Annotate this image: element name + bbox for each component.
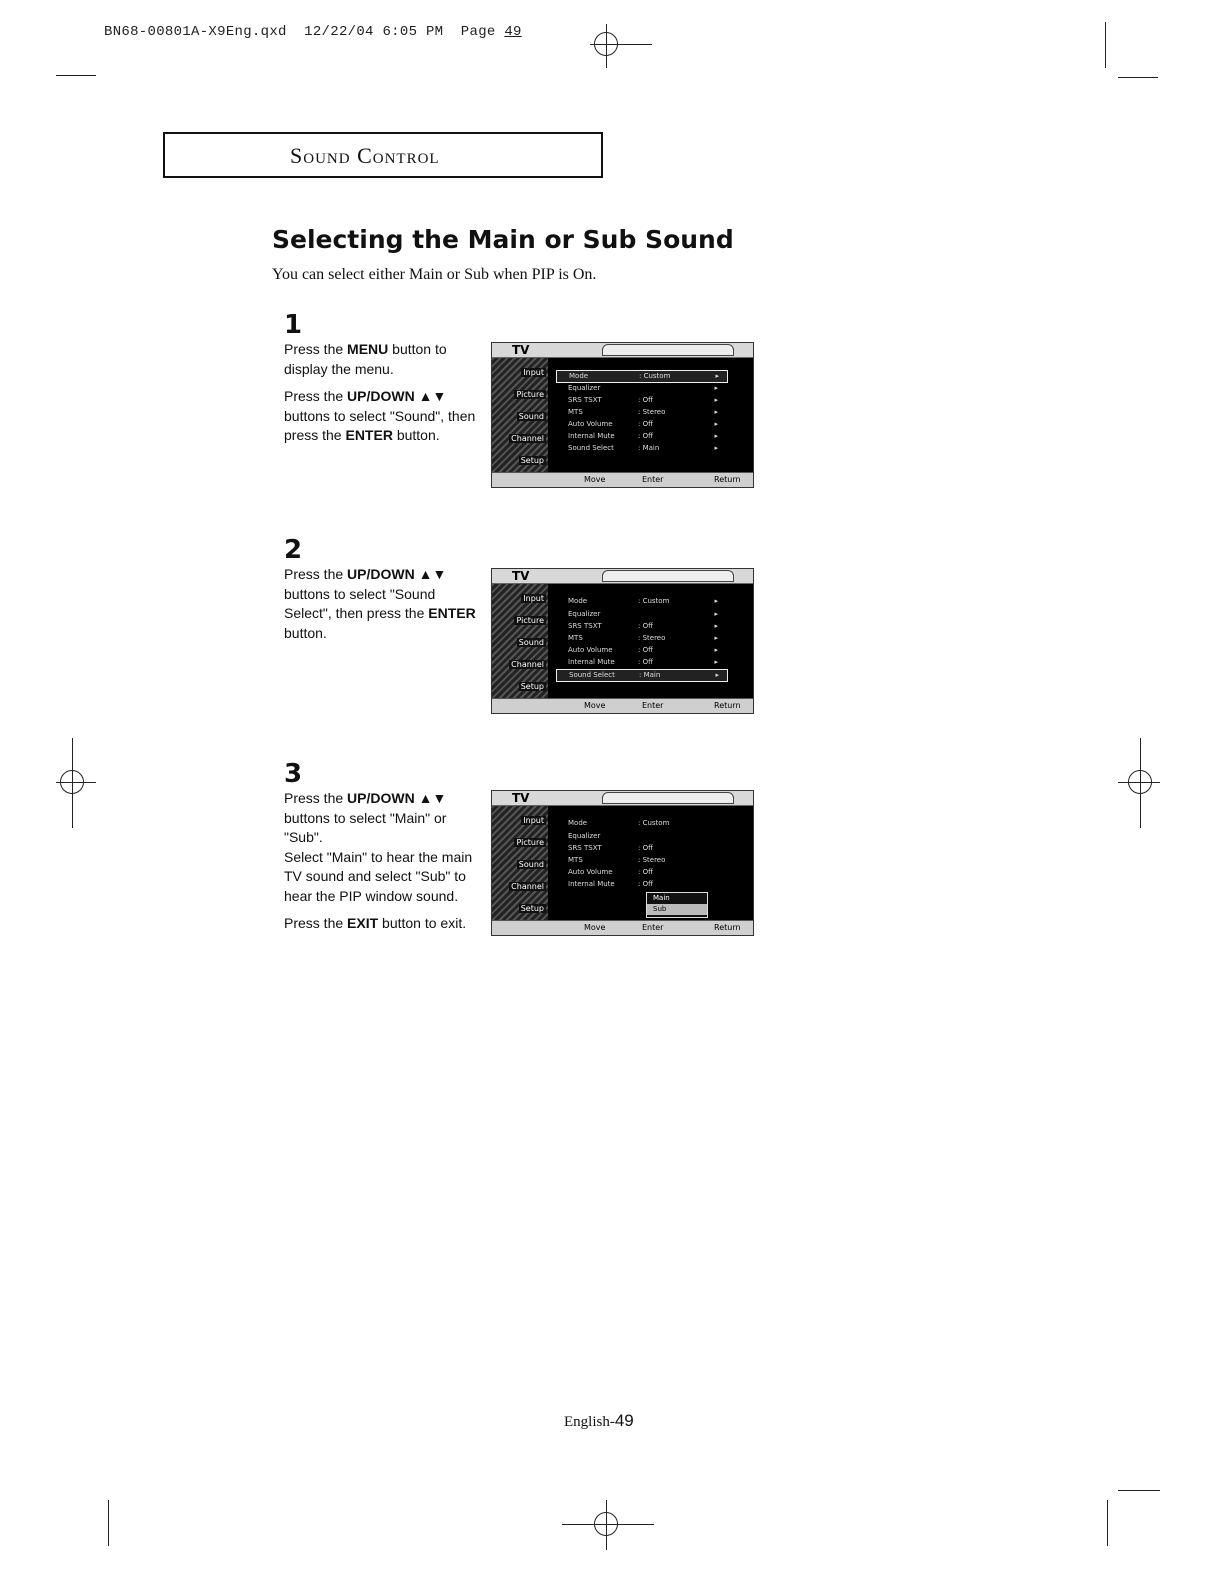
intro-text: You can select either Main or Sub when PIP is On.	[272, 266, 597, 283]
osd-nav-item: Sound	[518, 859, 544, 869]
step-number: 1	[284, 310, 303, 340]
osd-nav-item: Picture	[516, 389, 544, 399]
step-2-text: Press the UP/DOWN ▲▼ buttons to select "Sound Select", then press the ENTER button.	[284, 566, 476, 641]
crop-mark	[108, 1500, 109, 1546]
osd-footer-bar: Move Enter Return	[492, 472, 753, 487]
osd-menu-row: Sound Select : Main ▸	[568, 444, 718, 452]
osd-menu-row: SRS TSXT : Off	[568, 844, 653, 852]
osd-nav-item: Sound	[518, 411, 544, 421]
osd-popup-option: Main	[653, 894, 670, 902]
osd-title-bar: TV	[492, 791, 753, 806]
osd-nav-item: Channel	[511, 659, 544, 669]
osd-title-bar: TV	[492, 343, 753, 358]
crop-mark	[1118, 1490, 1160, 1491]
crop-mark	[1105, 22, 1106, 68]
osd-menu-row: Equalizer ▸	[568, 384, 718, 392]
osd-nav-item: Channel	[511, 433, 544, 443]
crop-mark	[606, 24, 607, 68]
osd-popup-option: Sub	[647, 904, 707, 915]
osd-nav-item: Input	[523, 593, 544, 603]
osd-menu-row: Auto Volume : Off ▸	[568, 420, 718, 428]
osd-title-bar: TV	[492, 569, 753, 584]
osd-menu-row: Internal Mute : Off ▸	[568, 432, 718, 440]
osd-nav-column	[492, 806, 548, 922]
step-number: 3	[284, 759, 303, 789]
osd-nav-item: Sound	[518, 637, 544, 647]
osd-menu-row: Internal Mute : Off	[568, 880, 653, 888]
osd-nav-item: Setup	[520, 903, 544, 913]
osd-menu-row: Internal Mute : Off ▸	[568, 658, 718, 666]
osd-nav-item: Input	[523, 815, 544, 825]
osd-footer-bar: Move Enter Return	[492, 920, 753, 935]
osd-nav-column	[492, 358, 548, 474]
osd-menu-row: MTS : Stereo	[568, 856, 666, 864]
osd-nav-column	[492, 584, 548, 700]
osd-screenshot-sound-menu	[491, 342, 754, 488]
osd-nav-item: Picture	[516, 837, 544, 847]
print-slug: BN68-00801A-X9Eng.qxd 12/22/04 6:05 PM Page 49	[104, 24, 522, 40]
osd-screenshot-main-sub	[491, 790, 754, 936]
osd-menu-row: Auto Volume : Off ▸	[568, 646, 718, 654]
osd-menu-row: MTS : Stereo ▸	[568, 408, 718, 416]
crop-mark	[1107, 1500, 1108, 1546]
osd-menu-row: Mode : Custom ▸	[556, 370, 728, 383]
osd-nav-item: Channel	[511, 881, 544, 891]
osd-menu-row: MTS : Stereo ▸	[568, 634, 718, 642]
osd-footer-bar: Move Enter Return	[492, 698, 753, 713]
page-heading: Selecting the Main or Sub Sound	[272, 225, 734, 254]
osd-nav-item: Setup	[520, 681, 544, 691]
osd-menu-row: Auto Volume : Off	[568, 868, 653, 876]
crop-mark	[1118, 77, 1158, 78]
step-1-text: Press the MENU button to display the menu. Press the UP/DOWN ▲▼ buttons to select "Sound", then press the ENTER button.	[284, 341, 476, 443]
osd-menu-row: Equalizer	[568, 832, 601, 840]
registration-mark	[594, 1512, 618, 1536]
osd-nav-item: Setup	[520, 455, 544, 465]
section-title: Sound Control	[290, 143, 440, 168]
osd-menu-row: Equalizer ▸	[568, 610, 718, 618]
osd-menu-row: SRS TSXT : Off ▸	[568, 622, 718, 630]
registration-mark	[60, 770, 84, 794]
step-number: 2	[284, 535, 303, 565]
osd-menu-row: Mode : Custom	[568, 819, 670, 827]
osd-menu-row: Sound Select : Main ▸	[556, 669, 728, 682]
osd-screenshot-sound-select	[491, 568, 754, 714]
osd-popup-list	[646, 892, 708, 918]
osd-menu-row: SRS TSXT : Off ▸	[568, 396, 718, 404]
osd-menu-row: Mode : Custom ▸	[568, 597, 718, 605]
step-3-text: Press the UP/DOWN ▲▼ buttons to select "Main" or "Sub". Select "Main" to hear the main TV sound and select "Sub" to hear the PIP window sound. Press the EXIT button to exit.	[284, 790, 473, 931]
crop-mark	[56, 75, 96, 76]
registration-mark	[1128, 770, 1152, 794]
osd-nav-item: Picture	[516, 615, 544, 625]
osd-nav-item: Input	[523, 367, 544, 377]
page-footer: English-49	[564, 1411, 634, 1430]
